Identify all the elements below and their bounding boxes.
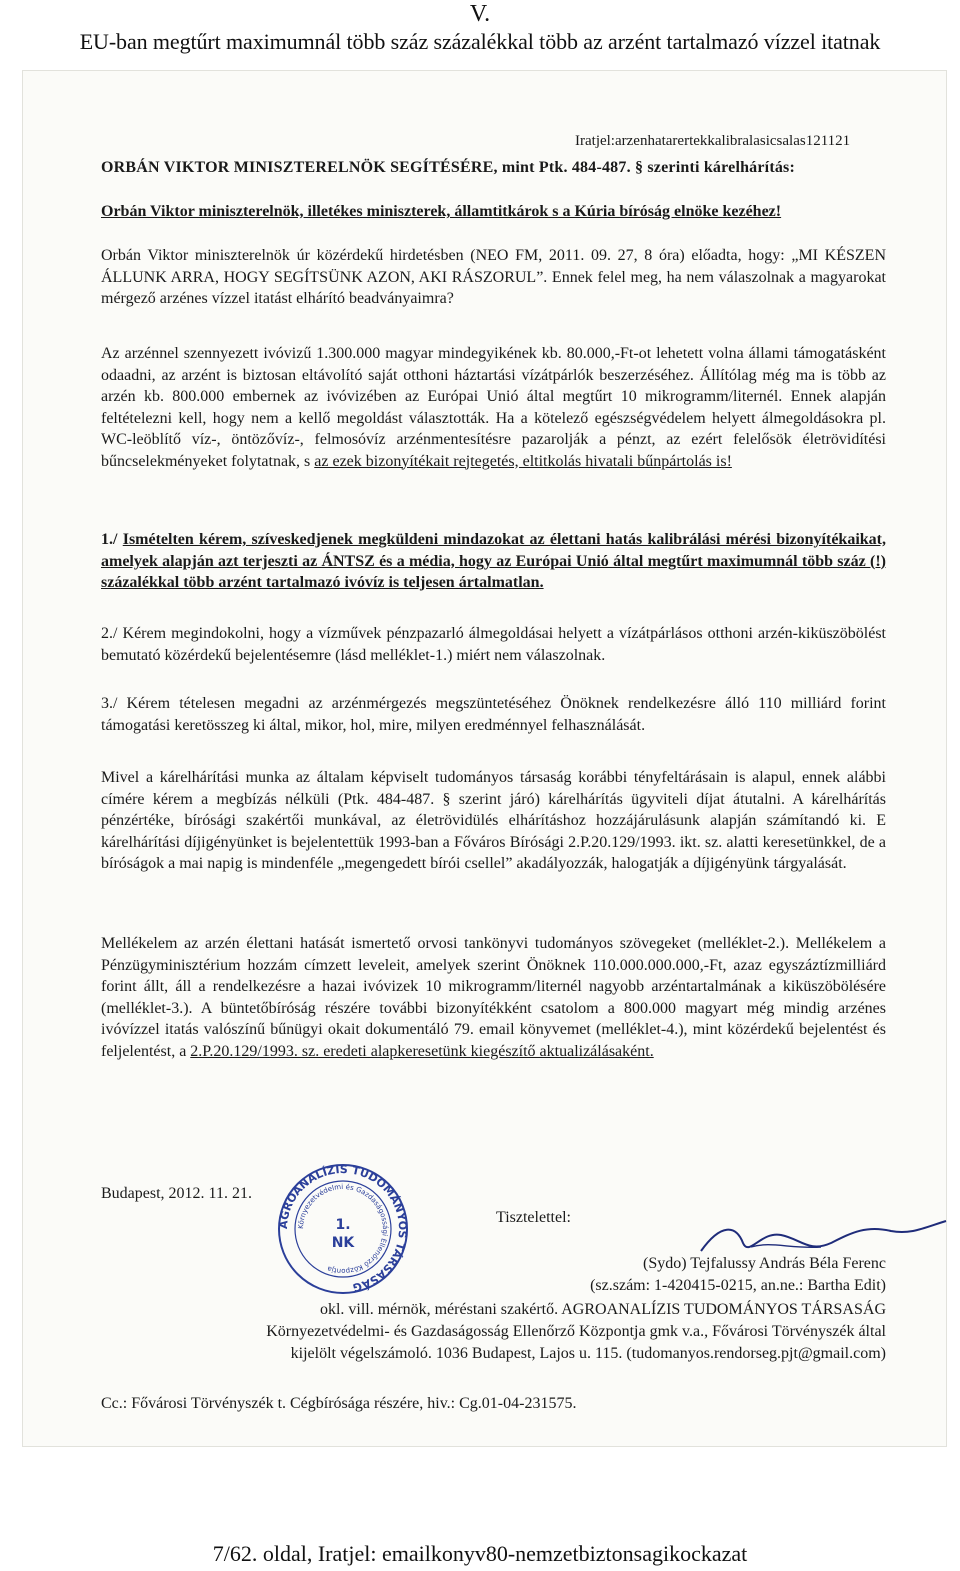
request-item-1 xyxy=(101,529,886,594)
stamp-number: 1. xyxy=(335,1217,351,1233)
paragraph-1-text: Az arzénnel szennyezett ivóvizű 1.300.000 magyar mindegyikének kb. 80.000,-Ft-ot lehetett volna állami támogatásként odaadni, az arzént is biztosan eltávolító saját otthoni háztartási vízátpárlók beszerzéséhez. Állítólag még ma is több az arzén kb. 800.000 embernek az ivóvizében az Európai Unió által megtűrt 10 mikrogramm/liternél. Ennek alapján feltételezni kell, hogy nem a kellő megoldást választották. Ha a kötelező egészségvédelem helyett álmegoldásokra pl. WC-leöblítő víz-, öntözővíz-, felmosóvíz arzénmentesítésre pazarolják a pénzt, az ezért felelősök életrövidítési bűncselekményeket folytatnak, s xyxy=(101,345,886,470)
reference-number: Iratjel:arzenhatarertekkalibralasicsalas121121 xyxy=(575,133,851,149)
paragraph-2: Mivel a kárelhárítási munka az általam képviselt tudományos társaság korábbi tényfeltárásain is alapul, ennek alábbi címére kérem a megbízás nélküli (Ptk. 484-487. § szerint járó) kárelhárítás ügyviteli díjat átutalni. A kárelhárítás pénzértéke, bírósági szakértői munkával, az életrövidülés elhárításhoz hozzájárulásunk alapján számítandó ki. E kárelhárítási díjigényünket is bejelentettük 1993-ban a Főváros Bírósági 2.P.20.129/1993. ikt. sz. alatti keresetünkkel, de a bíróságok a mai napig is mindenféle „megengedett bírói csellel” akadályozzák, halogatják a díjigényünk tárgyalását. xyxy=(101,769,886,872)
request-item-2: 2./ Kérem megindokolni, hogy a vízművek pénzpazarló álmegoldásai helyett a vízátpárlásos otthoni arzén-kiküszöbölést bemutató közérdekű bejelentésemre (lásd melléklet-1.) miért nem válaszolnak. xyxy=(101,625,886,664)
page-footer: 7/62. oldal, Iratjel: emailkonyv80-nemzetbiztonsagikockazat xyxy=(212,1541,748,1566)
paragraph-3-text: Mellékelem az arzén élettani hatását ismertető orvosi tankönyvi tudományos szövegeket (melléklet-2.). Mellékelem a Pénzügyminisztérium hozzám címzett leveleit, amelyek szerint Önöknek 110.000.000.000,-Ft, azaz egyszáztízmilliárd forint állt, áll a rendelkezésre a hazai ivóvizek 10 mikrogramm/liternél nagyobb arzéntartalmának a kiküszöbölésére (melléklet-3.). A büntetőbíróság részére további bizonyítékként csatolom a 800.000 magyart még mindig arzénes ivóvízzel itatás valószínű bűnügyi okait dokumentáló 79. email könyvemet (melléklet-4.), mint közérdekű bejelentést és feljelentést, a xyxy=(101,935,886,1060)
organization-stamp xyxy=(277,1163,409,1295)
addressee-line: ORBÁN VIKTOR MINISZTERELNÖK SEGÍTÉSÉRE, mint Ptk. 484-487. § szerinti kárelhárítás: xyxy=(101,159,796,176)
paragraph-1 xyxy=(101,343,886,472)
carbon-copy-line: Cc.: Fővárosi Törvényszék t. Cégbírósága részére, hiv.: Cg.01-04-231575. xyxy=(101,1395,577,1412)
signer-title: okl. vill. mérnök, méréstani szakértő. AGROANALÍZIS TUDOMÁNYOS TÁRSASÁG xyxy=(319,1301,886,1318)
signer-address: kijelölt végelszámoló. 1036 Budapest, Lajos u. 115. (tudomanyos.rendorseg.pjt@gmail.com) xyxy=(290,1345,886,1362)
signer-name: (Sydo) Tejfalussy András Béla Ferenc xyxy=(643,1255,886,1272)
stamp-code: NK xyxy=(331,1235,355,1251)
request-item-1-text: Ismételten kérem, szíveskedjenek megküldeni mindazokat az élettani hatás kalibrálási mérési bizonyítékaikat, amelyek alapján azt terjeszti az ÁNTSZ és a média, hogy az Európai Unió által megtűrt maximumnál több száz (!) százalékkal több arzént tartalmazó ivóvíz is teljesen ártalmatlan. xyxy=(101,531,887,591)
paragraph-3 xyxy=(101,933,886,1062)
page-header xyxy=(0,0,960,56)
stamp-outer-text: AGROANALÍZIS TUDOMÁNYOS TÁRSASÁG xyxy=(277,1163,409,1295)
intro-paragraph: Orbán Viktor miniszterelnök úr közérdekű hirdetésben (NEO FM, 2011. 09. 27, 8 óra) előadta, hogy: „MI KÉSZEN ÁLLUNK ARRA, HOGY SEGÍTSÜNK AZON, AKI RÁSZORUL”. Ennek felel meg, ha nem válaszolnak a magyarokat mérgező arzénes vízzel itatást elhárító beadványaimra? xyxy=(101,247,886,307)
signer-details xyxy=(101,1299,886,1365)
paragraph-3-underlined: 2.P.20.129/1993. sz. eredeti alapkeresetünk kiegészítő aktualizálásaként. xyxy=(190,1042,654,1060)
signer-organization: Környezetvédelmi- és Gazdaságosság Ellenőrző Központja gmk v.a., Fővárosi Törvényszék által xyxy=(266,1323,886,1340)
stamp-inner-text: Környezetvédelmi és Gazdaságossági Ellenőrző Központja xyxy=(296,1182,390,1276)
chapter-number: V. xyxy=(469,1,491,27)
recipients-line: Orbán Viktor miniszterelnök, illetékes miniszterek, államtitkárok s a Kúria bíróság elnöke kezéhez! xyxy=(101,203,782,220)
closing-greeting: Tisztelettel: xyxy=(496,1209,571,1226)
request-item-3: 3./ Kérem tételesen megadni az arzénmérgezés megszüntetéséhez Önöknek rendelkezésre álló 110 milliárd forint támogatási keretösszeg ki által, mikor, hol, mire, milyen eredménnyel felhasználását. xyxy=(101,695,886,734)
scanned-letter xyxy=(22,70,947,1447)
page-title: EU-ban megtűrt maximumnál több száz százalékkal több az arzént tartalmazó vízzel itatnak xyxy=(79,29,881,54)
paragraph-1-underlined: az ezek bizonyítékait rejtegetés, eltitkolás hivatali bűnpártolás is! xyxy=(314,452,732,470)
request-item-1-number: 1./ xyxy=(101,531,118,548)
letter-date: Budapest, 2012. 11. 21. xyxy=(101,1185,252,1202)
signer-registration: (sz.szám: 1-420415-0215, an.ne.: Bartha Edit) xyxy=(590,1277,886,1294)
